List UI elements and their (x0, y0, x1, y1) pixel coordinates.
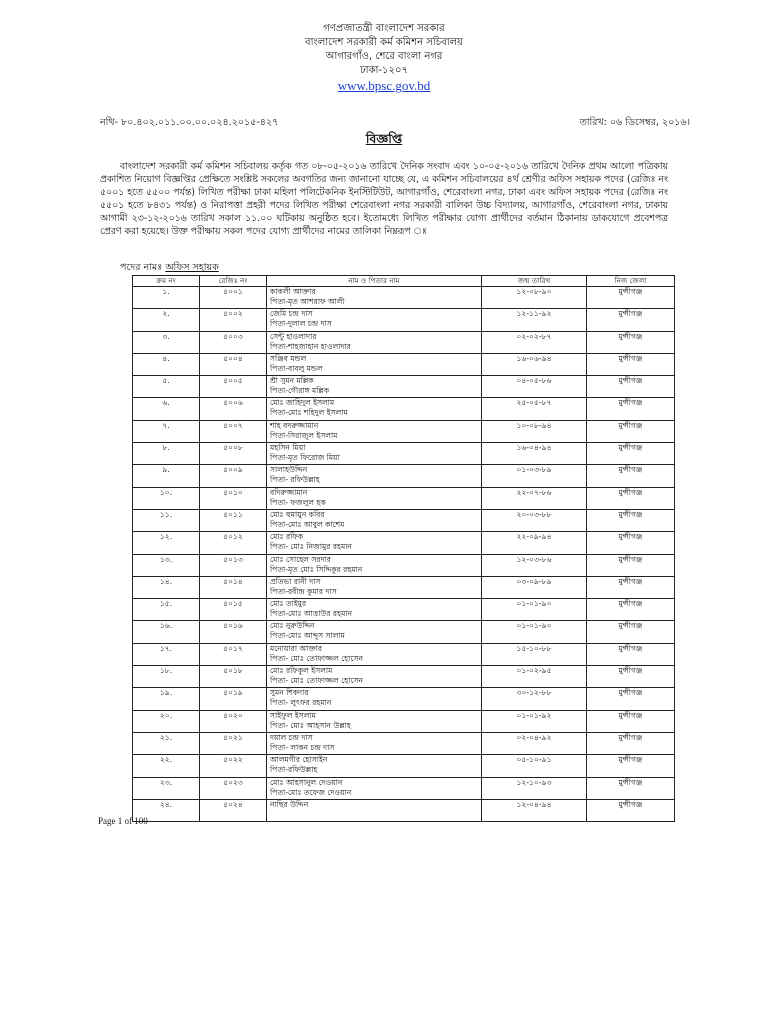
post-value: অফিস সহায়ক (165, 262, 219, 273)
cell-reg: ৫০০৫ (200, 376, 267, 398)
cell-district: মুন্সীগঞ্জ (587, 465, 675, 487)
cell-district: মুন্সীগঞ্জ (587, 287, 675, 309)
cell-name (267, 532, 482, 554)
candidate-name: মোঃ জাহিদুল ইসলাম (270, 398, 335, 408)
cell-serial: ২৩. (133, 777, 200, 799)
cell-district: মুন্সীগঞ্জ (587, 532, 675, 554)
website-link[interactable]: www.bpsc.gov.bd (337, 78, 431, 93)
cell-name (267, 309, 482, 331)
cell-name (267, 799, 482, 821)
father-name: পিতা-মোঃ আত্তাউর রহমান (270, 609, 353, 619)
table-row (133, 287, 675, 309)
cell-dob: ০১-০৩-৮৯ (482, 465, 587, 487)
memo-number: নথি- ৮০.৪০২.০১১.০০.০০.০২৪.২০১৫-৪২৭ (100, 117, 279, 128)
cell-reg: ৫০১৯ (200, 688, 267, 710)
cell-reg: ৫০২২ (200, 755, 267, 777)
table-row (133, 398, 675, 420)
cell-serial: ১২. (133, 532, 200, 554)
cell-reg: ৫০২৪ (200, 799, 267, 821)
father-name: পিতা- মোঃ তোফাজ্জল হোসেন (270, 676, 363, 686)
cell-dob: ১২-০৩-৮৬ (482, 554, 587, 576)
cell-serial: ১১. (133, 509, 200, 531)
document-header (0, 22, 768, 95)
cell-district: মুন্সীগঞ্জ (587, 353, 675, 375)
father-name: পিতা-মোঃ তফেজ দেওয়ান (270, 787, 352, 797)
father-name: পিতা- মোঃ আহসান উল্লাহ (270, 720, 351, 730)
cell-name (267, 777, 482, 799)
cell-name (267, 465, 482, 487)
table-row (133, 554, 675, 576)
cell-district: মুন্সীগঞ্জ (587, 643, 675, 665)
table-row (133, 353, 675, 375)
cell-reg: ৫০০২ (200, 309, 267, 331)
table-row (133, 376, 675, 398)
cell-reg: ৫০১৫ (200, 599, 267, 621)
cell-serial: ১৭. (133, 643, 200, 665)
cell-serial: ১৮. (133, 666, 200, 688)
cell-reg: ৫০১৪ (200, 576, 267, 598)
cell-district: মুন্সীগঞ্জ (587, 443, 675, 465)
table-row (133, 643, 675, 665)
cell-serial: ১. (133, 287, 200, 309)
table-row (133, 732, 675, 754)
candidate-name: মোঃ নুরুউদ্দিন (270, 621, 315, 631)
father-name: পিতা-মোঃ আবুল কাশেম (270, 519, 345, 529)
cell-district: মুন্সীগঞ্জ (587, 666, 675, 688)
header-commission: বাংলাদেশ সরকারী কর্ম কমিশন সচিবালয় (305, 37, 463, 48)
cell-dob: ০৫-১০-৯১ (482, 755, 587, 777)
candidate-name: মোঃ রফিক (270, 532, 304, 542)
cell-name (267, 331, 482, 353)
table-row (133, 532, 675, 554)
father-name: পিতা- লুৎফর রহমান (270, 698, 332, 708)
candidate-table (132, 275, 675, 822)
col-header-reg: রেজিঃ নং (200, 276, 267, 287)
table-row (133, 621, 675, 643)
cell-reg: ৫০০৮ (200, 443, 267, 465)
cell-reg: ৫০০১ (200, 287, 267, 309)
father-name: পিতা-মৃত ফিরোজ মিয়া (270, 453, 340, 463)
cell-dob: ১২-০৮-৯০ (482, 287, 587, 309)
col-header-dob: জন্ম তারিখ (482, 276, 587, 287)
cell-dob: ০১-০১-৯০ (482, 599, 587, 621)
candidate-name: বদিরুজ্জামান (270, 487, 308, 497)
cell-district: মুন্সীগঞ্জ (587, 621, 675, 643)
cell-reg: ৫০১২ (200, 532, 267, 554)
father-name: পিতা- মোঃ তোফাজ্জল হোসেন (270, 653, 363, 663)
cell-dob: ১২-১১-৯২ (482, 309, 587, 331)
cell-reg: ৫০০৪ (200, 353, 267, 375)
table-row (133, 487, 675, 509)
candidate-name: মোঃ রফিকুল ইসলাম (270, 666, 333, 676)
cell-reg: ৫০০৭ (200, 420, 267, 442)
table-row (133, 799, 675, 821)
cell-dob: ০১-০১-৯০ (482, 621, 587, 643)
cell-reg: ৫০২৩ (200, 777, 267, 799)
cell-serial: ৪. (133, 353, 200, 375)
cell-serial: ১৩. (133, 554, 200, 576)
cell-name (267, 487, 482, 509)
cell-dob: ২২-০৯-৯৪ (482, 532, 587, 554)
cell-serial: ২৪. (133, 799, 200, 821)
cell-serial: ৯. (133, 465, 200, 487)
table-row (133, 777, 675, 799)
cell-district: মুন্সীগঞ্জ (587, 755, 675, 777)
cell-name (267, 443, 482, 465)
candidate-name: মোঃ আহসানুল দেওয়ান (270, 777, 343, 787)
cell-district: মুন্সীগঞ্জ (587, 487, 675, 509)
cell-district: মুন্সীগঞ্জ (587, 576, 675, 598)
cell-district: মুন্সীগঞ্জ (587, 688, 675, 710)
cell-serial: ২১. (133, 732, 200, 754)
cell-district: মুন্সীগঞ্জ (587, 732, 675, 754)
candidate-name: মোঃ সোহেল সরদার (270, 554, 331, 564)
cell-serial: ৫. (133, 376, 200, 398)
cell-serial: ১৬. (133, 621, 200, 643)
father-name: পিতা-রফিউল্লাহ (270, 765, 318, 775)
table-row (133, 309, 675, 331)
cell-reg: ৫০১১ (200, 509, 267, 531)
cell-dob: ২২-০৭-৮৬ (482, 487, 587, 509)
father-name: পিতা-বাবলু মন্ডল (270, 363, 323, 373)
cell-name (267, 376, 482, 398)
header-city: ঢাকা-১২০৭ (359, 65, 409, 76)
post-name (120, 261, 219, 276)
candidate-name: মোঃ হুমায়ুন কবির (270, 509, 325, 519)
father-name: পিতা-দুলাল চন্দ্র দাস (270, 319, 332, 329)
candidate-name: দয়াল চন্দ্র দাস (270, 732, 313, 742)
cell-name (267, 621, 482, 643)
col-header-serial: ক্রম নং (133, 276, 200, 287)
cell-dob: ০১-০২-৯৫ (482, 666, 587, 688)
father-name: পিতা- লাকন চন্দ্র দাস (270, 742, 335, 752)
candidate-name: আলমগীর হোসাইন (270, 755, 328, 765)
cell-serial: ১৯. (133, 688, 200, 710)
notice-title-wrap (0, 131, 768, 151)
cell-name (267, 666, 482, 688)
father-name: পিতা- রফিউল্লাহ (270, 475, 320, 485)
cell-district: মুন্সীগঞ্জ (587, 398, 675, 420)
cell-name (267, 509, 482, 531)
father-name: পিতা- ফজলুল হক (270, 497, 326, 507)
cell-serial: ৬. (133, 398, 200, 420)
cell-serial: ১০. (133, 487, 200, 509)
table-row (133, 666, 675, 688)
cell-serial: ২২. (133, 755, 200, 777)
cell-name (267, 398, 482, 420)
cell-serial: ৩. (133, 331, 200, 353)
table-row (133, 576, 675, 598)
table-row (133, 599, 675, 621)
cell-serial: ৮. (133, 443, 200, 465)
candidate-name: মহসিন মিয়া (270, 443, 306, 453)
notice-title: বিজ্ঞপ্তি (365, 131, 403, 146)
cell-district: মুন্সীগঞ্জ (587, 554, 675, 576)
cell-district: মুন্সীগঞ্জ (587, 420, 675, 442)
father-name: পিতা-মোঃ শহিদুল ইসলাম (270, 408, 348, 418)
cell-dob: ০৪-০৫-৮৬ (482, 376, 587, 398)
cell-district: মুন্সীগঞ্জ (587, 509, 675, 531)
page-footer: Page 1 of 100 (98, 816, 148, 826)
cell-reg: ৫০১৩ (200, 554, 267, 576)
cell-dob: ৩০-১২-৮৮ (482, 688, 587, 710)
cell-name (267, 643, 482, 665)
cell-dob: ১২-১০-৯৩ (482, 777, 587, 799)
candidate-name: সেন্টু হাওলাদার (270, 331, 317, 341)
table-row (133, 465, 675, 487)
cell-dob: ০২-০২-৮৭ (482, 331, 587, 353)
cell-name (267, 732, 482, 754)
candidate-name: শ্রী সুমন মল্লিক (270, 376, 314, 386)
cell-district: মুন্সীগঞ্জ (587, 710, 675, 732)
cell-reg: ৫০২০ (200, 710, 267, 732)
cell-name (267, 554, 482, 576)
cell-reg: ৫০১৬ (200, 621, 267, 643)
cell-name (267, 576, 482, 598)
cell-reg: ৫০২১ (200, 732, 267, 754)
father-name: পিতা- মোঃ নিজামুর রহমান (270, 542, 352, 552)
cell-district: মুন্সীগঞ্জ (587, 777, 675, 799)
cell-reg: ৫০০৩ (200, 331, 267, 353)
father-name: পিতা-মৃত মোঃ সিদ্দিকুর রহমান (270, 564, 363, 574)
cell-reg: ৫০১৮ (200, 666, 267, 688)
table-body (133, 287, 675, 822)
cell-reg: ৫০১৭ (200, 643, 267, 665)
cell-name (267, 710, 482, 732)
cell-reg: ৫০০৬ (200, 398, 267, 420)
cell-serial: ১৫. (133, 599, 200, 621)
candidate-name: প্রতিভা রানী দাস (270, 576, 321, 586)
candidate-name: কাকলী আক্তার (270, 287, 316, 296)
cell-name (267, 755, 482, 777)
cell-name (267, 599, 482, 621)
cell-dob: ২৫-০৫-৮৭ (482, 398, 587, 420)
candidate-name: সঞ্জিব মন্ডল (270, 353, 307, 363)
table-row (133, 443, 675, 465)
candidate-name: মোঃ তাইমুর (270, 599, 307, 609)
cell-serial: ২০. (133, 710, 200, 732)
table-row (133, 331, 675, 353)
notice-body: বাংলাদেশ সরকারী কর্ম কমিশন সচিবালয় কর্তৃক গত ০৮-০৫-২০১৬ তারিখে দৈনিক সংবাদ এবং ১০-০৫-২০১৬ তারিখে দৈনিক প্রথম আলো পত্রিকায় প্রকাশিত নিয়োগ বিজ্ঞপ্তির প্রেক্ষিতে সংশ্লিষ্ট সকলের অবগতির জন্য জানানো যাচ্ছে যে, এ কমিশন সচিবালয়ের ৪র্থ শ্রেণীর অফিস সহায়ক পদের (রেজিঃ নং ৫০০১ হতে ৫৫০০ পর্যন্ত) লিখিত পরীক্ষা ঢাকা মহিলা পলিটেকনিক ইনস্টিটিউট, আগারগাঁও, শেরেবাংলা নগর, ঢাকা এবং অফিস সহায়ক পদের (রেজিঃ নং ৫৫০১ হতে ৮৪৩১ পর্যন্ত) ও নিরাপত্তা প্রহরী পদের লিখিত পরীক্ষা শেরেবাংলা নগর সরকারী বালিকা উচ্চ বিদ্যালয়, আগারগাঁও, শেরেবাংলা নগর, ঢাকায় আগামী ২৩-১২-২০১৬ তারিখ সকাল ১১.০০ ঘটিকায় অনুষ্ঠিত হবে। ইতোমধ্যে লিখিত পরীক্ষার যোগ্য প্রার্থীদের বর্তমান ঠিকানায় ডাকযোগে প্রবেশপত্র প্রেরণ করা হয়েছে। উক্ত পরীক্ষায় সকল পদের যোগ্য প্রার্থীদের নামের তালিকা নিম্নরূপ ঃ (100, 161, 668, 237)
cell-dob: ০৩-০৯-৮৯ (482, 576, 587, 598)
col-header-district: নিজ জেলা (587, 276, 675, 287)
cell-dob: ১২-০৪-৯৪ (482, 799, 587, 821)
candidate-name: সালাহউদ্দিন (270, 465, 308, 475)
cell-district: মুন্সীগঞ্জ (587, 376, 675, 398)
cell-dob: ০২-০৪-৯২ (482, 732, 587, 754)
cell-name (267, 420, 482, 442)
header-govt: গণপ্রজাতন্ত্রী বাংলাদেশ সরকার (323, 23, 445, 34)
father-name: পিতা-সিরাজুল ইসলাম (270, 430, 338, 440)
cell-name (267, 287, 482, 309)
father-name: পিতা-রবীন্দ্র কুমার দাস (270, 586, 337, 596)
post-label: পদের নামঃ (120, 262, 163, 273)
table-row (133, 755, 675, 777)
cell-dob: ১৬-০৪-৯৪ (482, 443, 587, 465)
cell-reg: ৫০০৯ (200, 465, 267, 487)
cell-name (267, 353, 482, 375)
col-header-name: নাম ও পিতার নাম (267, 276, 482, 287)
candidate-name: সাইফুল ইসলাম (270, 710, 316, 720)
father-name: পিতা-গৌরাঙ্গ মল্লিক (270, 386, 330, 396)
father-name: পিতা-মোঃ আব্দুস সালাম (270, 631, 345, 641)
cell-dob: ২০-০৩-৮৮ (482, 509, 587, 531)
table-header-row (133, 276, 675, 287)
cell-district: মুন্সীগঞ্জ (587, 599, 675, 621)
table-row (133, 710, 675, 732)
cell-name (267, 688, 482, 710)
cell-dob: ১৫-১০-৮৮ (482, 643, 587, 665)
cell-district: মুন্সীগঞ্জ (587, 799, 675, 821)
header-address: আগারগাঁও, শেরে বাংলা নগর (325, 51, 443, 62)
cell-serial: ১৪. (133, 576, 200, 598)
table-row (133, 420, 675, 442)
issue-date: তারিখ: ০৬ ডিসেম্বর, ২০১৬। (579, 117, 690, 128)
candidate-name: সুমন শিকদার (270, 688, 309, 698)
candidate-name: নাছির উদ্দিন (270, 799, 309, 809)
cell-dob: ১০-০৮-৯৪ (482, 420, 587, 442)
table-row (133, 509, 675, 531)
cell-reg: ৫০১০ (200, 487, 267, 509)
father-name: পিতা-মৃত আশরাফ আলী (270, 297, 345, 306)
cell-dob: ১৬-০৬-৯৪ (482, 353, 587, 375)
cell-district: মুন্সীগঞ্জ (587, 331, 675, 353)
candidate-name: মনোয়ারা আক্তার (270, 643, 323, 653)
cell-serial: ২. (133, 309, 200, 331)
candidate-name: জেমি চন্দ্র দাস (270, 309, 313, 319)
father-name: পিতা-শাহজাহান হাওলাদার (270, 341, 351, 351)
candidate-name: শাহ বদরুজ্জামান (270, 420, 319, 430)
cell-district: মুন্সীগঞ্জ (587, 309, 675, 331)
cell-dob: ০১-০১-৯২ (482, 710, 587, 732)
table-row (133, 688, 675, 710)
cell-serial: ৭. (133, 420, 200, 442)
